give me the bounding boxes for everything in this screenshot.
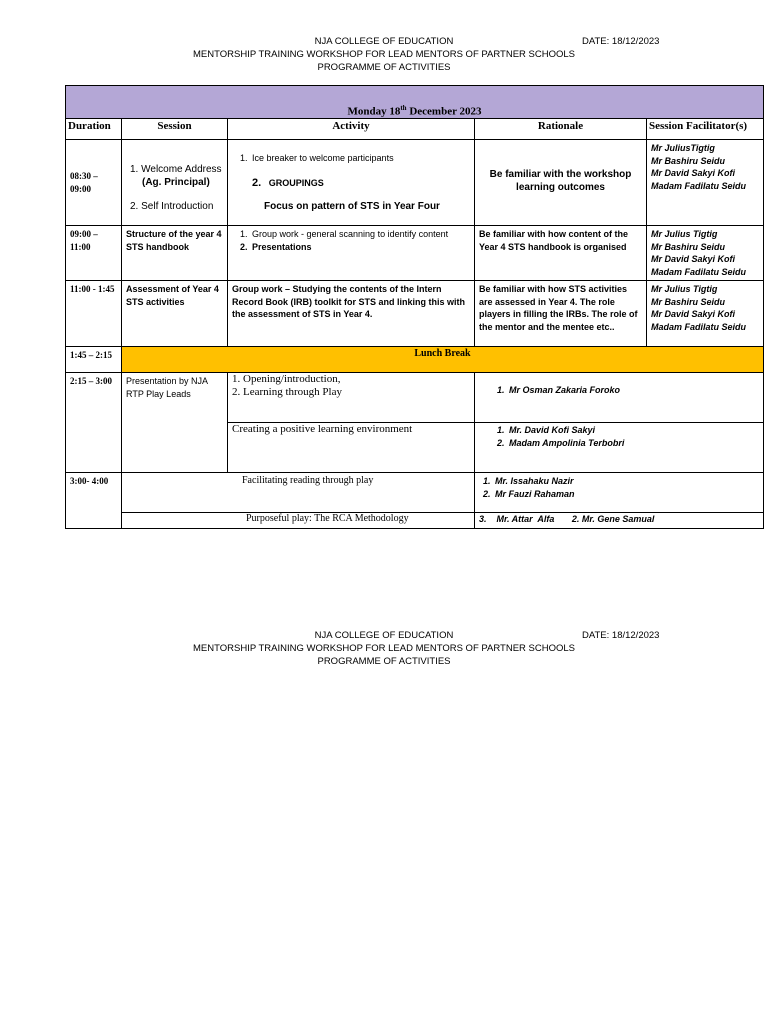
lunch-row [66, 347, 764, 373]
table-row [66, 281, 764, 347]
day-title-row [66, 86, 764, 119]
duration-cell: 1:45 – 2:15 [66, 347, 122, 373]
duration-cell: 2:15 – 3:00 [66, 373, 122, 473]
facilitators-cell: 1. Mr Osman Zakaria Foroko [475, 373, 764, 423]
page-header-repeat [0, 629, 768, 668]
activity-cell: Facilitating reading through play [122, 473, 475, 513]
activity-cell: Purposeful play: The RCA Methodology [122, 513, 475, 529]
duration-cell: 11:00 - 1:45 [66, 281, 122, 347]
table-row [66, 473, 764, 513]
session-cell: Assessment of Year 4 STS activities [122, 281, 228, 347]
programme-title: PROGRAMME OF ACTIVITIES [317, 656, 451, 667]
activity-cell: 1. Ice breaker to welcome participants 2. GROUPINGS Focus on pattern of STS in Year Four [228, 140, 475, 226]
college-name: NJA COLLEGE OF EDUCATION [314, 36, 454, 47]
duration-cell: 3:00- 4:00 [66, 473, 122, 529]
header-date: DATE: 18/12/2023 [582, 36, 660, 47]
duration-cell: 09:00 – 11:00 [66, 226, 122, 281]
table-row [66, 373, 764, 423]
column-header-row [66, 119, 764, 140]
col-rationale: Rationale [475, 119, 647, 140]
programme-table [65, 85, 764, 529]
workshop-title: MENTORSHIP TRAINING WORKSHOP FOR LEAD MENTORS OF PARTNER SCHOOLS [193, 643, 575, 654]
header-date: DATE: 18/12/2023 [582, 630, 660, 641]
facilitators-cell: 1. Mr. Issahaku Nazir 2. Mr Fauzi Rahaman [475, 473, 764, 513]
college-name: NJA COLLEGE OF EDUCATION [314, 630, 454, 641]
activity-cell: 1. Opening/introduction, 2. Learning through Play [228, 373, 475, 423]
session-cell: Presentation by NJA RTP Play Leads [122, 373, 228, 473]
col-session: Session [122, 119, 228, 140]
facilitators-cell: Mr Julius Tigtig Mr Bashiru Seidu Mr David Sakyi Kofi Madam Fadilatu Seidu [647, 281, 764, 347]
table-row [66, 513, 764, 529]
facilitators-cell: 3. Mr. Attar Alfa 2. Mr. Gene Samual [475, 513, 764, 529]
col-activity: Activity [228, 119, 475, 140]
rationale-cell: Be familiar with how STS activities are assessed in Year 4. The role players in filling the IRBs. The role of the mentor and the mentee etc.. [475, 281, 647, 347]
session-cell: 1. Welcome Address (Ag. Principal) 2. Self Introduction [122, 140, 228, 226]
col-duration: Duration [66, 119, 122, 140]
activity-cell: 1. Group work - general scanning to identify content 2. Presentations [228, 226, 475, 281]
facilitators-cell: Mr Julius Tigtig Mr Bashiru Seidu Mr David Sakyi Kofi Madam Fadilatu Seidu [647, 226, 764, 281]
activity-cell: Group work – Studying the contents of the Intern Record Book (IRB) toolkit for STS and linking this with the assessment of STS in Year 4. [228, 281, 475, 347]
col-facilitators: Session Facilitator(s) [647, 119, 764, 140]
page-header [0, 35, 768, 74]
table-row [66, 226, 764, 281]
rationale-cell: Be familiar with how content of the Year 4 STS handbook is organised [475, 226, 647, 281]
rationale-cell: Be familiar with the workshop learning outcomes [475, 140, 647, 226]
facilitators-cell: Mr JuliusTigtig Mr Bashiru Seidu Mr David Sakyi Kofi Madam Fadilatu Seidu [647, 140, 764, 226]
lunch-break-cell: Lunch Break [122, 347, 764, 373]
session-cell: Structure of the year 4 STS handbook [122, 226, 228, 281]
duration-cell: 08:30 – 09:00 [66, 140, 122, 226]
facilitators-cell: 1. Mr. David Kofi Sakyi 2. Madam Ampolinia Terbobri [475, 423, 764, 473]
programme-title: PROGRAMME OF ACTIVITIES [317, 62, 451, 73]
workshop-title: MENTORSHIP TRAINING WORKSHOP FOR LEAD MENTORS OF PARTNER SCHOOLS [193, 49, 575, 60]
activity-cell: Creating a positive learning environment [228, 423, 475, 473]
table-row [66, 140, 764, 226]
day-title: Monday 18th December 2023 [66, 86, 764, 119]
